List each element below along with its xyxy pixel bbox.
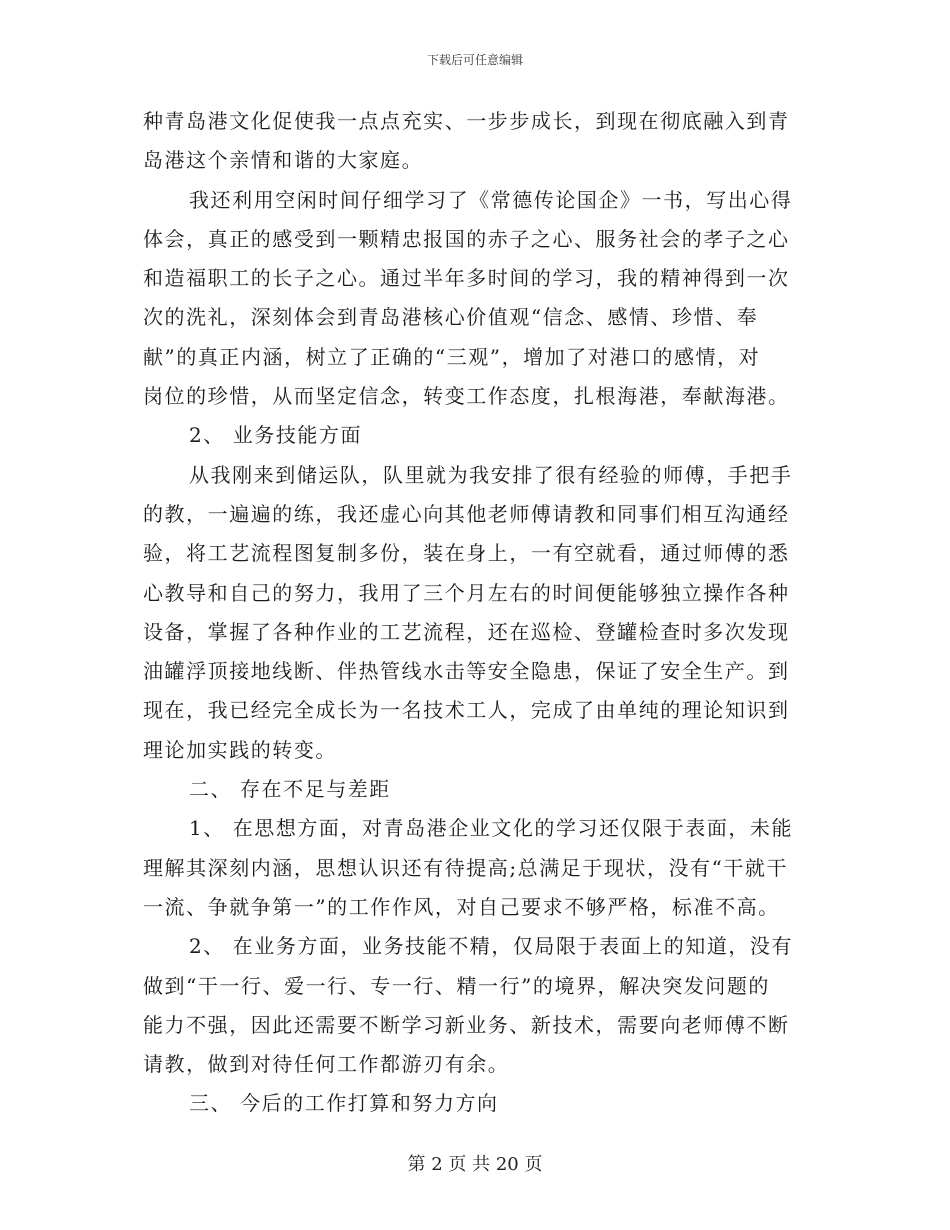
paragraph-line: 的教，一遍遍的练，我还虚心向其他老师傅请教和同事们相互沟通经 (143, 501, 790, 526)
paragraph-line: 种青岛港文化促使我一点点充实、一步步成长，到现在彻底融入到青 (143, 109, 790, 133)
paragraph-line: 体会，真正的感受到一颗精忠报国的赤子之心、服务社会的孝子之心 (143, 226, 790, 251)
paragraph-line: 理解其深刻内涵，思想认识还有待提高;总满足于现状，没有“干就干 (143, 855, 789, 880)
paragraph-first-line: 二、 存在不足与差距 (189, 777, 391, 802)
paragraph-line: 能力不强，因此还需要不断学习新业务、新技术，需要向老师傅不断 (143, 1012, 790, 1037)
paragraph-line: 做到“干一行、爱一行、专一行、精一行”的境界，解决突发问题的 (143, 973, 770, 998)
paragraph-first-line: 2、 业务技能方面 (189, 423, 363, 448)
paragraph-line: 次的洗礼，深刻体会到青岛港核心价值观“信念、感情、珍惜、奉 (143, 305, 759, 330)
paragraph-line: 一流、争就争第一”的工作作风，对自己要求不够严格，标准不高。 (143, 894, 780, 919)
paragraph-first-line: 三、 今后的工作打算和努力方向 (189, 1091, 499, 1116)
paragraph-first-line: 我还利用空闲时间仔细学习了《常德传论国企》一书，写出心得 (189, 187, 793, 212)
paragraph-line: 和造福职工的长子之心。通过半年多时间的学习，我的精神得到一次 (143, 266, 790, 291)
paragraph-line: 请教，做到对待任何工作都游刃有余。 (143, 1052, 510, 1077)
paragraph-line: 献”的真正内涵，树立了正确的“三观”，增加了对港口的感情，对 (143, 344, 761, 369)
paragraph-line: 岗位的珍惜，从而坚定信念，转变工作态度，扎根海港，奉献海港。 (143, 384, 790, 409)
paragraph-line: 心教导和自己的努力，我用了三个月左右的时间便能够独立操作各种 (143, 580, 790, 605)
paragraph-first-line: 1、 在思想方面，对青岛港企业文化的学习还仅限于表面，未能 (189, 816, 794, 841)
paragraph-line: 岛港这个亲情和谐的大家庭。 (143, 148, 424, 173)
paragraph-line: 现在，我已经完全成长为一名技术工人，完成了由单纯的理论知识到 (143, 698, 790, 723)
paragraph-line: 设备，掌握了各种作业的工艺流程，还在巡检、登罐检查时多次发现 (143, 619, 790, 644)
paragraph-first-line: 从我刚来到储运队，队里就为我安排了很有经验的师傅，手把手 (189, 462, 793, 487)
page-number-footer: 第 2 页 共 20 页 (407, 1154, 543, 1175)
paragraph-line: 油罐浮顶接地线断、伴热管线水击等安全隐患，保证了安全生产。到 (143, 659, 790, 684)
paragraph-line: 理论加实践的转变。 (143, 737, 337, 762)
paragraph-line: 验，将工艺流程图复制多份，装在身上，一有空就看，通过师傅的悉 (143, 541, 790, 566)
page-header-note: 下载后可任意编辑 (426, 53, 523, 67)
document-body (143, 102, 808, 1124)
paragraph-first-line: 2、 在业务方面，业务技能不精，仅局限于表面上的知道，没有 (189, 934, 794, 959)
